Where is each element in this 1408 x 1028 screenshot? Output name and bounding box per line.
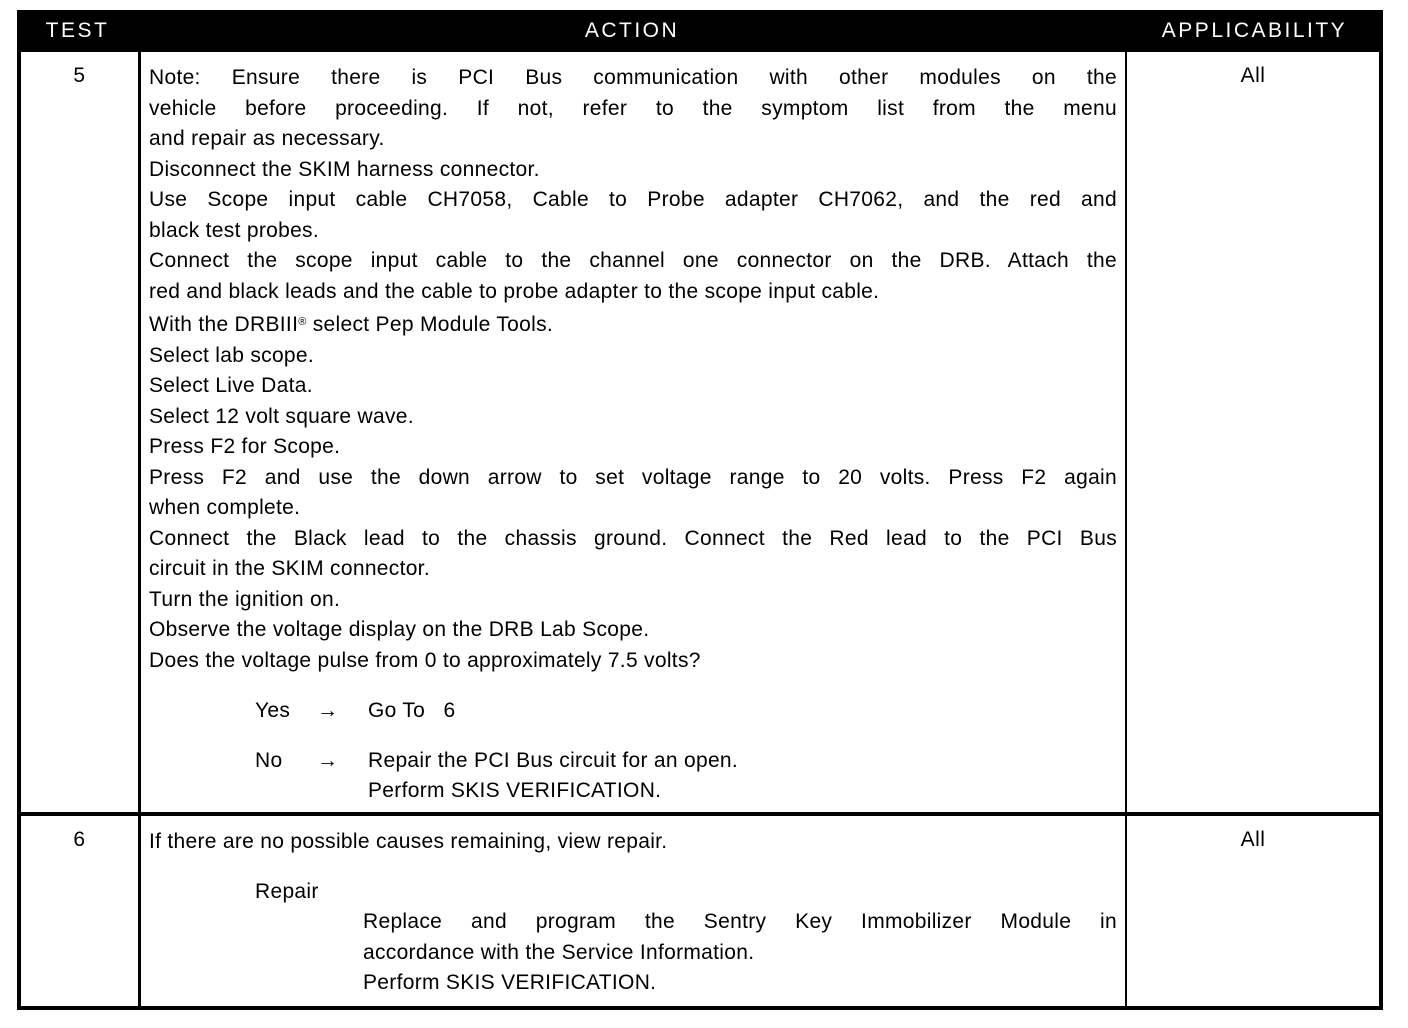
repair-line: Replace and program the Sentry Key Immobilizer Module in	[363, 910, 1117, 933]
action-line: Connect the scope input cable to the channel one connector on the DRB. Attach the	[149, 249, 1117, 272]
action-line: Use Scope input cable CH7058, Cable to Probe adapter CH7062, and the red and	[149, 188, 1117, 211]
no-target-verification: Perform SKIS VERIFICATION.	[368, 779, 662, 802]
repair-line: accordance with the Service Information.	[363, 940, 755, 964]
action-line-drb	[149, 307, 1117, 341]
action-line: Select lab scope.	[149, 343, 315, 367]
action-line: Does the voltage pulse from 0 to approximately 7.5 volts?	[149, 648, 701, 672]
test-6-number-cell	[21, 816, 138, 1006]
arrow-right-icon: →	[317, 749, 339, 772]
yes-target: Go To 6	[368, 699, 456, 722]
action-line: Note: Ensure there is PCI Bus communication with other modules on the	[149, 66, 1117, 89]
yes-label: Yes	[255, 699, 291, 722]
table-header	[17, 10, 1383, 52]
action-line: circuit in the SKIM connector.	[149, 557, 430, 580]
test-5-number-cell	[21, 52, 138, 812]
header-action: ACTION	[584, 19, 680, 42]
action-line: black test probes.	[149, 218, 319, 242]
no-label: No	[255, 749, 283, 772]
no-target: Repair the PCI Bus circuit for an open.	[368, 749, 739, 772]
header-test: TEST	[45, 19, 110, 42]
no-branch	[255, 746, 1117, 776]
action-line: Observe the voltage display on the DRB Lab Scope.	[149, 618, 650, 641]
repair-instructions	[363, 907, 1117, 999]
test-number: 6	[73, 828, 86, 851]
test-number: 5	[73, 64, 86, 87]
action-line: Press F2 for Scope.	[149, 435, 341, 458]
applicability-value: All	[1240, 828, 1266, 851]
drb-name: With the DRBIII	[149, 313, 299, 336]
test-5-action-cell	[141, 52, 1125, 812]
diagnostic-table	[17, 10, 1383, 1010]
action-line: Press F2 and use the down arrow to set voltage range to 20 volts. Press F2 again	[149, 465, 1117, 489]
action-line: Connect the Black lead to the chassis ground. Connect the Red lead to the PCI Bus	[149, 526, 1117, 550]
action-line: Select Live Data.	[149, 374, 313, 397]
yes-branch	[255, 696, 1117, 726]
no-branch-continued	[255, 776, 1117, 806]
action-line: and repair as necessary.	[149, 127, 385, 150]
action-line: Turn the ignition on.	[149, 587, 341, 611]
registered-mark: ®	[298, 316, 307, 328]
action-line: red and black leads and the cable to probe adapter to the scope input cable.	[149, 279, 880, 303]
action-line: Disconnect the SKIM harness connector.	[149, 157, 540, 181]
applicability-value: All	[1240, 64, 1266, 87]
action-line: If there are no possible causes remaining, view repair.	[149, 830, 668, 853]
repair-label: Repair	[255, 879, 319, 903]
test-6-action-cell	[141, 816, 1125, 1006]
action-line: vehicle before proceeding. If not, refer to the symptom list from the menu	[149, 96, 1117, 120]
arrow-right-icon: →	[317, 699, 339, 722]
action-line: when complete.	[149, 496, 301, 519]
test-6-applicability-cell	[1127, 816, 1379, 1006]
test-5-applicability-cell	[1127, 52, 1379, 812]
header-applicability: APPLICABILITY	[1161, 19, 1348, 42]
action-line: Select 12 volt square wave.	[149, 404, 414, 428]
repair-line: Perform SKIS VERIFICATION.	[363, 971, 657, 994]
drb-action: select Pep Module Tools.	[312, 313, 554, 336]
